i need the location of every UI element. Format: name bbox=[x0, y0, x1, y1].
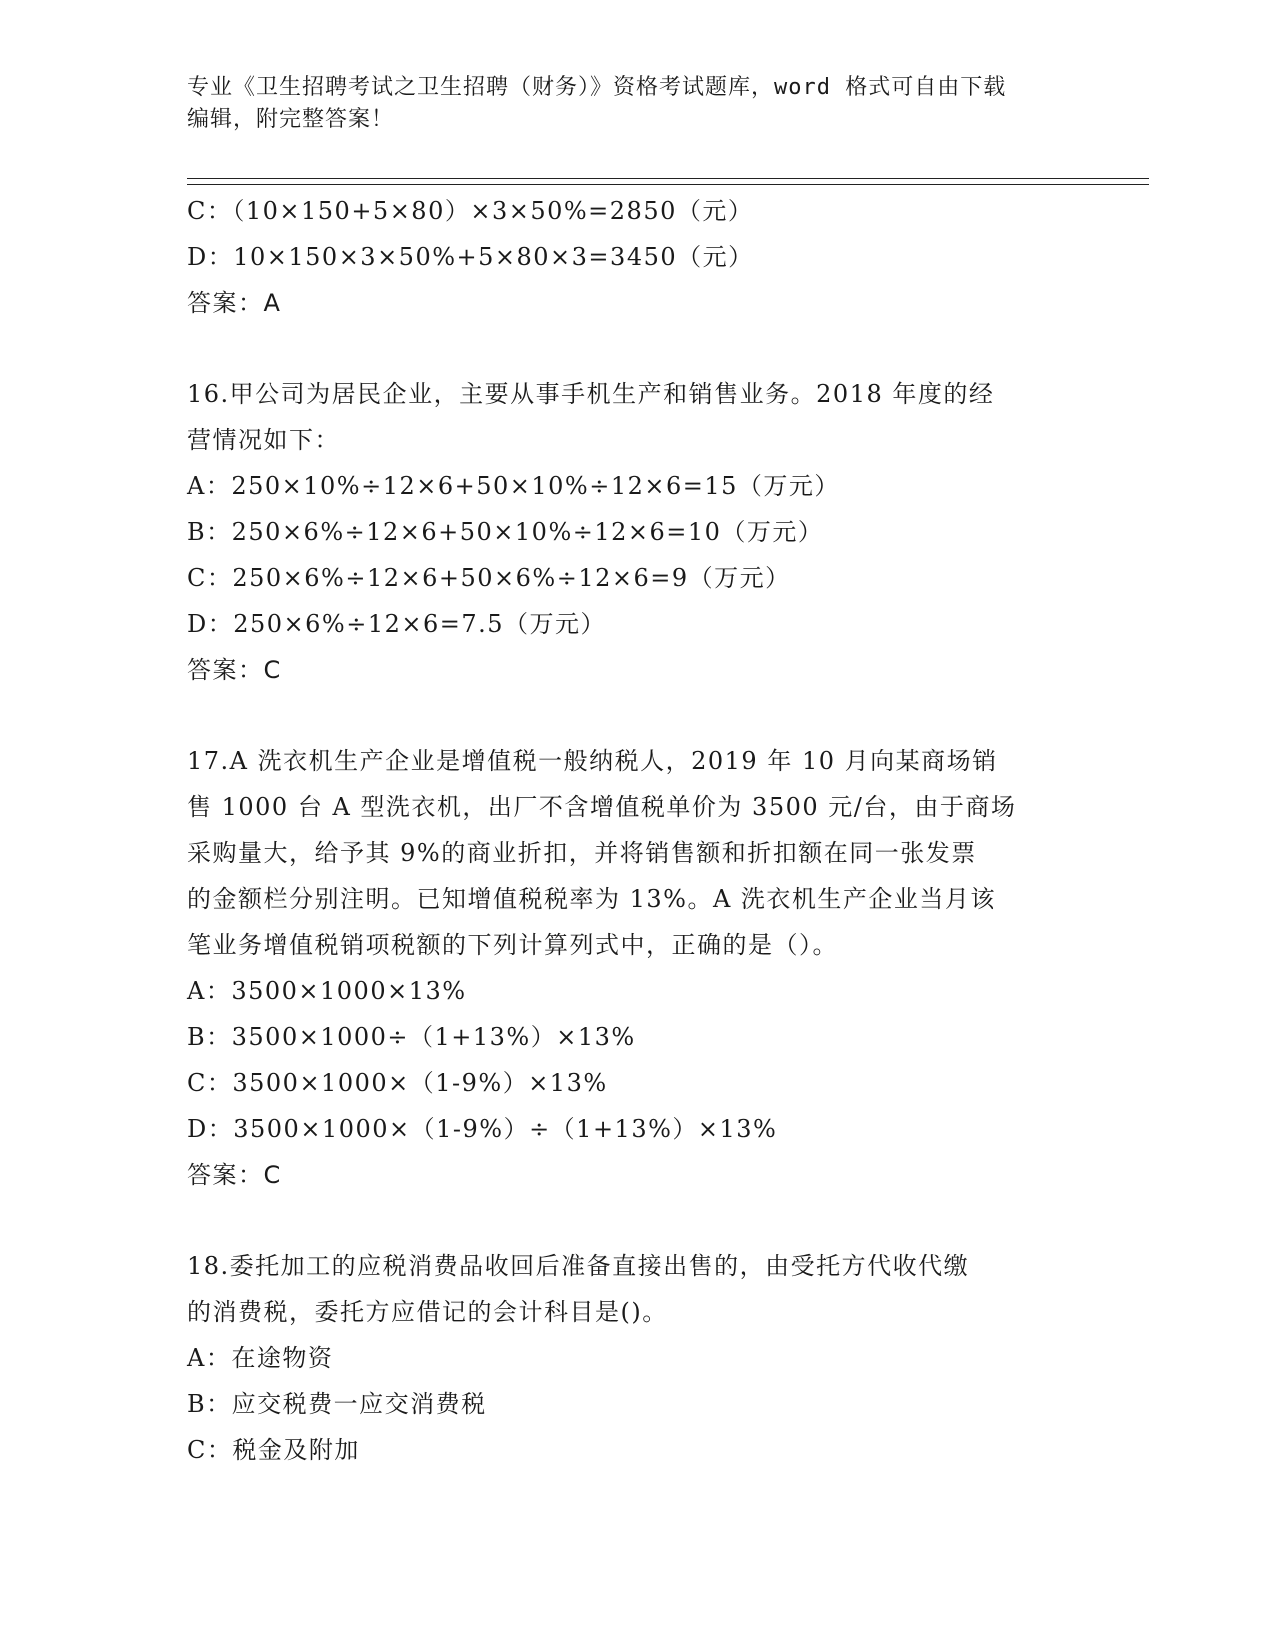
header-line-1: 专业《卫生招聘考试之卫生招聘（财务）》资格考试题库，word 格式可自由下载 bbox=[187, 75, 1007, 100]
q16-stem-line: 16.甲公司为居民企业，主要从事手机生产和销售业务。2018 年度的经 bbox=[187, 380, 995, 408]
q17-stem-line: 售 1000 台 A 型洗衣机，出厂不含增值税单价为 3500 元/台，由于商场 bbox=[187, 793, 1017, 821]
q18-stem-line: 18.委托加工的应税消费品收回后准备直接出售的，由受托方代收代缴 bbox=[187, 1252, 970, 1280]
document-header bbox=[187, 72, 1087, 136]
q17-stem-line: 17.A 洗衣机生产企业是增值税一般纳税人，2019 年 10 月向某商场销 bbox=[187, 747, 998, 775]
q17-option-a: A：3500×1000×13% bbox=[187, 977, 467, 1005]
q17-stem-line: 笔业务增值税销项税额的下列计算列式中，正确的是（）。 bbox=[187, 931, 838, 959]
q16-option-a: A：250×10%÷12×6+50×10%÷12×6=15（万元） bbox=[187, 472, 840, 500]
spacer bbox=[187, 1198, 1107, 1243]
q17-option-c: C：3500×1000×（1-9%）×13% bbox=[187, 1069, 608, 1097]
q15-option-d: D：10×150×3×50%+5×80×3=3450（元） bbox=[187, 243, 754, 271]
q15-answer: 答案：A bbox=[187, 289, 282, 317]
q17-stem-line: 采购量大，给予其 9%的商业折扣，并将销售额和折扣额在同一张发票 bbox=[187, 839, 977, 867]
q16-stem-line: 营情况如下： bbox=[187, 426, 340, 454]
q18-option-c: C：税金及附加 bbox=[187, 1436, 360, 1464]
header-divider-bottom bbox=[187, 184, 1149, 185]
spacer bbox=[187, 693, 1107, 738]
q17-stem-line: 的金额栏分别注明。已知增值税税率为 13%。A 洗衣机生产企业当月该 bbox=[187, 885, 996, 913]
q17-answer: 答案：C bbox=[187, 1161, 282, 1189]
q16-answer: 答案：C bbox=[187, 656, 282, 684]
q18-option-b: B：应交税费一应交消费税 bbox=[187, 1390, 487, 1418]
q15-option-c: C：（10×150+5×80）×3×50%=2850（元） bbox=[187, 197, 754, 225]
q16-option-d: D：250×6%÷12×6=7.5（万元） bbox=[187, 610, 607, 638]
q16-option-b: B：250×6%÷12×6+50×10%÷12×6=10（万元） bbox=[187, 518, 824, 546]
q18-stem-line: 的消费税，委托方应借记的会计科目是()。 bbox=[187, 1298, 668, 1326]
q17-option-b: B：3500×1000÷（1+13%）×13% bbox=[187, 1023, 636, 1051]
q17-option-d: D：3500×1000×（1-9%）÷（1+13%）×13% bbox=[187, 1115, 778, 1143]
q18-option-a: A：在途物资 bbox=[187, 1344, 334, 1372]
header-divider-top bbox=[187, 178, 1149, 179]
header-line-2: 编辑，附完整答案！ bbox=[187, 107, 395, 132]
question-content bbox=[187, 188, 1107, 1473]
q16-option-c: C：250×6%÷12×6+50×6%÷12×6=9（万元） bbox=[187, 564, 791, 592]
spacer bbox=[187, 326, 1107, 371]
